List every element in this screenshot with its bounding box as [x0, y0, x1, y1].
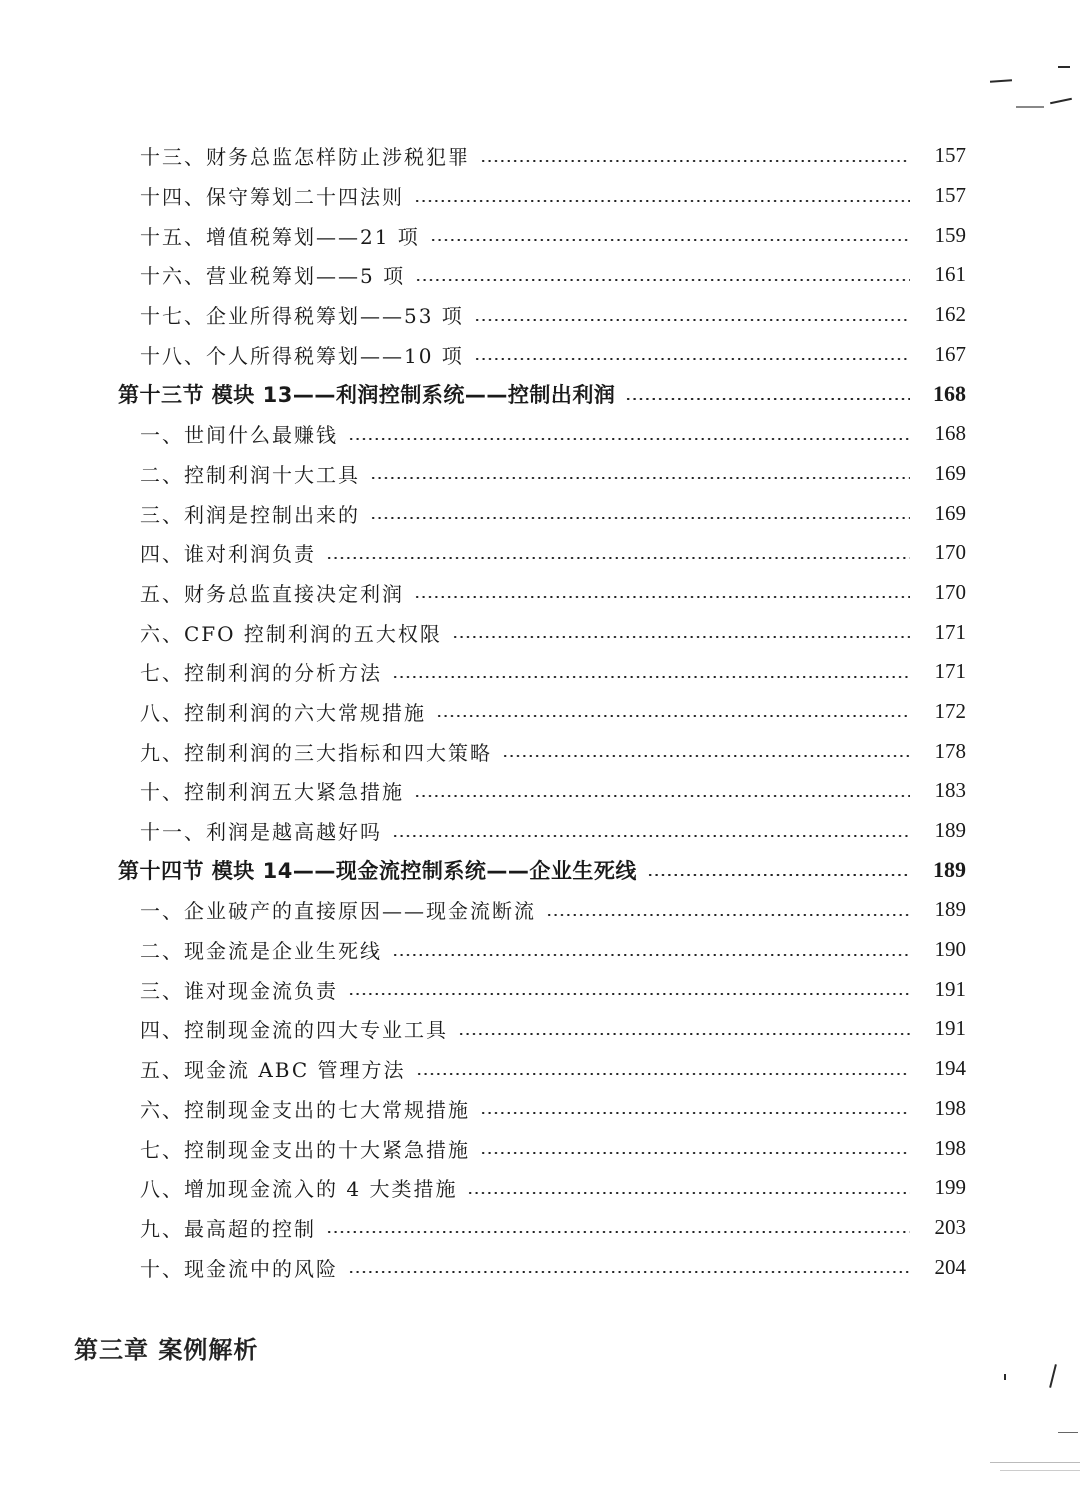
toc-entry-row: [0, 612, 966, 652]
toc-entry-row: [0, 414, 966, 454]
scan-mark: [1000, 1470, 1080, 1471]
toc-dot-leader: [502, 755, 910, 757]
toc-page-number: 199: [934, 1175, 966, 1200]
toc-dot-leader: [414, 200, 910, 202]
toc-section-row: [0, 374, 966, 414]
toc-page-number: 161: [934, 262, 966, 287]
toc-entry-row: [0, 454, 966, 494]
toc-entry-row: [0, 1247, 966, 1287]
toc-entry-row: [0, 692, 966, 732]
toc-page-number: 159: [934, 222, 966, 247]
toc-dot-leader: [647, 874, 910, 876]
toc-page-number: 190: [934, 937, 966, 962]
toc-entry-title: 五、现金流 ABC 管理方法: [140, 1058, 406, 1083]
toc-entry-row: [0, 1089, 966, 1129]
toc-entry-title: 六、控制现金支出的七大常规措施: [140, 1097, 470, 1122]
toc-entry-title: 三、谁对现金流负责: [140, 978, 338, 1003]
toc-entry-title: 十一、利润是越高越好吗: [140, 820, 382, 845]
toc-page-number: 162: [934, 302, 966, 327]
toc-entry-row: [0, 295, 966, 335]
toc-page-number: 198: [934, 1135, 966, 1160]
toc-dot-leader: [370, 477, 910, 479]
toc-entry-row: [0, 731, 966, 771]
toc-dot-leader: [480, 160, 910, 162]
toc-dot-leader: [546, 914, 910, 916]
toc-dot-leader: [392, 676, 910, 678]
toc-page-number: 170: [934, 540, 966, 565]
toc-entry-title: 九、控制利润的三大指标和四大策略: [140, 740, 492, 765]
toc-dot-leader: [625, 398, 910, 400]
toc-entry-row: [0, 136, 966, 176]
toc-entry-row: [0, 215, 966, 255]
toc-page-number: 191: [934, 1016, 966, 1041]
toc-entry-row: [0, 533, 966, 573]
toc-entry-row: [0, 255, 966, 295]
toc-entry-row: [0, 930, 966, 970]
toc-entry-title: 第十四节 模块 14——现金流控制系统——企业生死线: [118, 859, 637, 884]
toc-dot-leader: [436, 715, 910, 717]
toc-entry-title: 十五、增值税筹划——21 项: [140, 224, 420, 249]
toc-entry-title: 一、世间什么最赚钱: [140, 423, 338, 448]
toc-page-number: 203: [934, 1214, 966, 1239]
toc-entry-title: 十、控制利润五大紧急措施: [140, 780, 404, 805]
toc-dot-leader: [348, 993, 910, 995]
toc-dot-leader: [392, 954, 910, 956]
scan-mark: [990, 1462, 1080, 1463]
toc-entry-title: 八、增加现金流入的 4 大类措施: [140, 1177, 458, 1202]
toc-page-number: 191: [934, 976, 966, 1001]
toc-section-row: [0, 850, 966, 890]
toc-page-number: 189: [934, 818, 966, 843]
toc-entry-title: 四、谁对利润负责: [140, 542, 316, 567]
toc-page-number: 171: [934, 659, 966, 684]
toc-entry-title: 二、现金流是企业生死线: [140, 939, 382, 964]
toc-dot-leader: [370, 517, 910, 519]
toc-entry-row: [0, 1168, 966, 1208]
toc-entry-row: [0, 811, 966, 851]
toc-entry-row: [0, 1208, 966, 1248]
toc-entry-row: [0, 652, 966, 692]
scan-mark: [1004, 1374, 1006, 1380]
toc-entry-title: 十八、个人所得税筹划——10 项: [140, 343, 464, 368]
toc-dot-leader: [480, 1152, 910, 1154]
toc-dot-leader: [348, 1271, 910, 1273]
scan-mark: [1050, 98, 1072, 105]
toc-dot-leader: [326, 1231, 910, 1233]
toc-dot-leader: [480, 1112, 910, 1114]
toc-dot-leader: [474, 358, 910, 360]
toc-entry-title: 七、控制现金支出的十大紧急措施: [140, 1137, 470, 1162]
toc-page-number: 170: [934, 579, 966, 604]
toc-page-number: 169: [934, 500, 966, 525]
toc-page-number: 169: [934, 460, 966, 485]
toc-page-number: 189: [934, 897, 966, 922]
toc-entry-title: 十七、企业所得税筹划——53 项: [140, 304, 464, 329]
table-of-contents: [0, 136, 1080, 1287]
scan-mark: [1049, 1364, 1057, 1388]
scan-mark: [1058, 1432, 1078, 1433]
toc-dot-leader: [326, 557, 910, 559]
toc-entry-title: 九、最高超的控制: [140, 1216, 316, 1241]
toc-entry-title: 十六、营业税筹划——5 项: [140, 264, 406, 289]
toc-page-number: 168: [934, 421, 966, 446]
toc-entry-row: [0, 334, 966, 374]
toc-entry-title: 八、控制利润的六大常规措施: [140, 700, 426, 725]
chapter-heading: 第三章 案例解析: [74, 1336, 259, 1364]
toc-entry-title: 六、CFO 控制利润的五大权限: [140, 621, 442, 646]
toc-entry-row: [0, 969, 966, 1009]
toc-dot-leader: [348, 438, 910, 440]
toc-entry-row: [0, 890, 966, 930]
toc-dot-leader: [416, 1073, 910, 1075]
toc-entry-title: 十三、财务总监怎样防止涉税犯罪: [140, 145, 470, 170]
toc-entry-title: 第十三节 模块 13——利润控制系统——控制出利润: [118, 382, 616, 407]
toc-entry-title: 二、控制利润十大工具: [140, 462, 360, 487]
toc-page-number: 157: [934, 183, 966, 208]
toc-page-number: 171: [934, 619, 966, 644]
toc-entry-title: 四、控制现金流的四大专业工具: [140, 1018, 448, 1043]
toc-entry-row: [0, 573, 966, 613]
toc-page-number: 178: [934, 738, 966, 763]
toc-dot-leader: [430, 239, 910, 241]
toc-page-number: 167: [934, 341, 966, 366]
toc-entry-row: [0, 771, 966, 811]
toc-entry-title: 三、利润是控制出来的: [140, 502, 360, 527]
toc-entry-row: [0, 493, 966, 533]
toc-entry-title: 十四、保守筹划二十四法则: [140, 185, 404, 210]
toc-page-number: 198: [934, 1095, 966, 1120]
toc-dot-leader: [452, 636, 910, 638]
scan-mark: [1016, 106, 1044, 108]
toc-dot-leader: [392, 835, 910, 837]
toc-dot-leader: [414, 795, 910, 797]
toc-dot-leader: [467, 1192, 910, 1194]
toc-entry-row: [0, 176, 966, 216]
toc-dot-leader: [458, 1033, 910, 1035]
toc-dot-leader: [414, 596, 910, 598]
toc-entry-row: [0, 1128, 966, 1168]
toc-page-number: 183: [934, 778, 966, 803]
toc-page-number: 168: [933, 380, 966, 406]
toc-entry-row: [0, 1049, 966, 1089]
scan-mark: [1058, 66, 1070, 68]
toc-entry-title: 十、现金流中的风险: [140, 1256, 338, 1281]
toc-dot-leader: [474, 319, 910, 321]
toc-entry-title: 一、企业破产的直接原因——现金流断流: [140, 899, 536, 924]
toc-page-number: 204: [934, 1254, 966, 1279]
toc-entry-row: [0, 1009, 966, 1049]
toc-page-number: 189: [933, 857, 966, 883]
toc-entry-title: 五、财务总监直接决定利润: [140, 581, 404, 606]
toc-dot-leader: [415, 279, 910, 281]
toc-page-number: 172: [934, 698, 966, 723]
toc-entry-title: 七、控制利润的分析方法: [140, 661, 382, 686]
toc-page-number: 157: [934, 143, 966, 168]
scan-mark: [990, 79, 1012, 83]
toc-page-number: 194: [934, 1056, 966, 1081]
